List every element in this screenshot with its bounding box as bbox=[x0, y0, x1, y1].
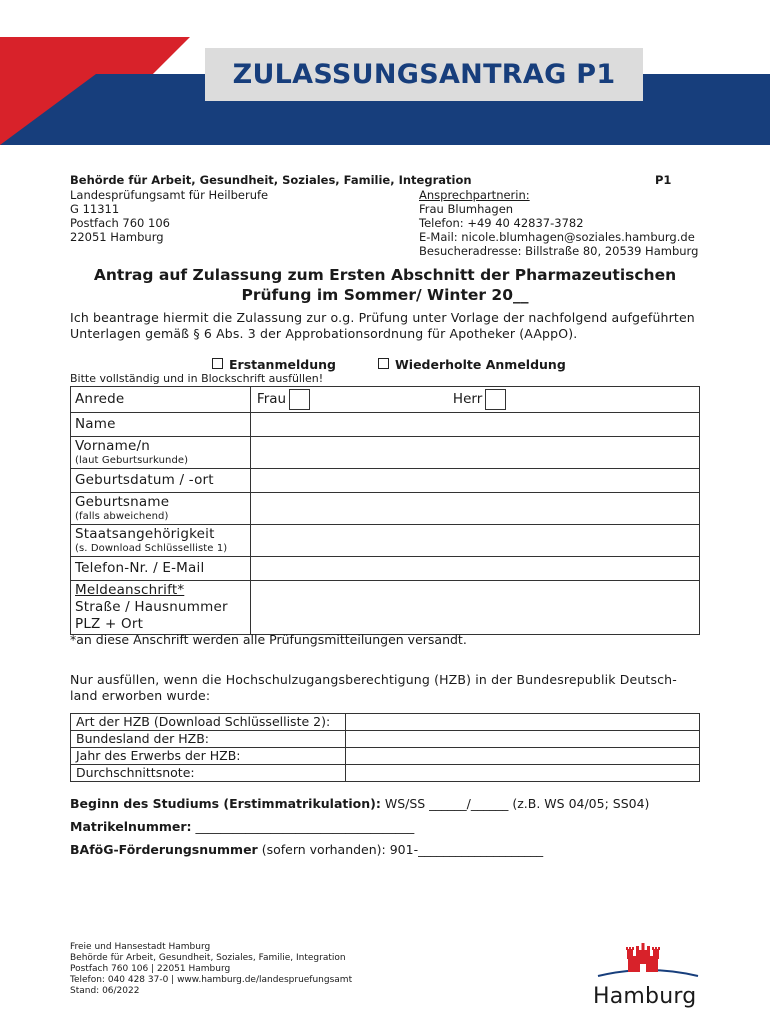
address-line: Landesprüfungsamt für Heilberufe bbox=[70, 188, 269, 202]
hzb-table bbox=[70, 713, 700, 782]
hzb-intro bbox=[70, 672, 677, 704]
label-staat-cell bbox=[71, 525, 251, 557]
contact-block bbox=[419, 188, 698, 258]
hzb-field[interactable] bbox=[345, 714, 699, 731]
checkbox-erstanmeldung[interactable] bbox=[212, 358, 223, 369]
hzb-row bbox=[71, 714, 700, 731]
contact-line: Telefon: +49 40 42837-3782 bbox=[419, 216, 584, 230]
bafoeg-label: BAföG-Förderungsnummer bbox=[70, 842, 258, 857]
option-erstanmeldung[interactable] bbox=[212, 357, 336, 372]
label-frau: Frau bbox=[256, 390, 287, 407]
contact-line: Frau Blumhagen bbox=[419, 202, 514, 216]
hzb-label: Jahr des Erwerbs der HZB: bbox=[71, 748, 346, 765]
row-telefon bbox=[71, 557, 700, 581]
intro-line-1: Ich beantrage hiermit die Zulassung zur o.g. Prüfung unter Vorlage der nachfolgend aufgeführten bbox=[70, 310, 695, 325]
footer-line: Telefon: 040 428 37-0 | www.hamburg.de/landespruefungsamt bbox=[70, 975, 353, 985]
row-vorname bbox=[71, 437, 700, 469]
document-heading bbox=[70, 265, 700, 305]
footer-line: Freie und Hansestadt Hamburg bbox=[70, 942, 211, 952]
studienbeginn-line[interactable] bbox=[70, 796, 649, 812]
row-geburtsname bbox=[71, 493, 700, 525]
option-wiederholte-anmeldung[interactable] bbox=[378, 357, 566, 372]
hzb-intro-line-1: Nur ausfüllen, wenn die Hochschulzugangsberechtigung (HZB) in der Bundesrepublik Deutsch- bbox=[70, 672, 677, 687]
matrikel-label: Matrikelnummer: bbox=[70, 819, 192, 834]
footer-line: Stand: 06/2022 bbox=[70, 986, 140, 996]
hzb-label: Art der HZB (Download Schlüsselliste 2): bbox=[71, 714, 346, 731]
contact-email[interactable]: E-Mail: nicole.blumhagen@soziales.hamburg.de bbox=[419, 230, 695, 244]
row-geburt bbox=[71, 469, 700, 493]
intro-text bbox=[70, 310, 695, 342]
label-plz: PLZ + Ort bbox=[75, 616, 144, 632]
page-title: ZULASSUNGSANTRAG P1 bbox=[232, 59, 616, 90]
label-geburt: Geburtsdatum / -ort bbox=[71, 469, 251, 493]
checkbox-herr[interactable] bbox=[485, 389, 506, 410]
contact-label: Ansprechpartnerin: bbox=[419, 188, 530, 202]
field-geburt[interactable] bbox=[250, 469, 699, 493]
castle-icon bbox=[590, 940, 705, 986]
hzb-field[interactable] bbox=[345, 748, 699, 765]
matrikel-value[interactable]: ___________________________________ bbox=[191, 819, 415, 834]
note-vorname: (laut Geburtsurkunde) bbox=[75, 455, 189, 466]
bafoeg-value[interactable]: (sofern vorhanden): 901-____________________ bbox=[257, 842, 544, 857]
address-line: 22051 Hamburg bbox=[70, 230, 164, 244]
heading-line-1: Antrag auf Zulassung zum Ersten Abschnitt der Pharmazeutischen bbox=[93, 266, 677, 284]
label-vorname-cell bbox=[71, 437, 251, 469]
label-melde-cell bbox=[71, 581, 251, 635]
checkbox-frau[interactable] bbox=[289, 389, 310, 410]
address-line: G 11311 bbox=[70, 202, 120, 216]
studienbeginn-label: Beginn des Studiums (Erstimmatrikulation): bbox=[70, 796, 381, 811]
instruction-text: Bitte vollständig und in Blockschrift ausfüllen! bbox=[70, 372, 324, 385]
label-strasse: Straße / Hausnummer bbox=[75, 599, 228, 615]
intro-line-2: Unterlagen gemäß § 6 Abs. 3 der Approbationsordnung für Apotheker (AAppO). bbox=[70, 326, 578, 341]
hamburg-logo bbox=[590, 940, 705, 1010]
label-anrede: Anrede bbox=[71, 387, 251, 413]
field-vorname[interactable] bbox=[250, 437, 699, 469]
hzb-label: Durchschnittsnote: bbox=[71, 765, 346, 782]
authority-address bbox=[70, 188, 268, 244]
checkbox-wiederholte-anmeldung[interactable] bbox=[378, 358, 389, 369]
label-staat: Staatsangehörigkeit bbox=[75, 526, 215, 542]
hzb-row bbox=[71, 748, 700, 765]
authority-name: Behörde für Arbeit, Gesundheit, Soziales, Familie, Integration bbox=[70, 173, 472, 187]
row-name bbox=[71, 413, 700, 437]
personal-data-table bbox=[70, 386, 700, 635]
footnote: *an diese Anschrift werden alle Prüfungsmitteilungen versandt. bbox=[70, 632, 467, 647]
footer-line: Behörde für Arbeit, Gesundheit, Soziales, Familie, Integration bbox=[70, 953, 346, 963]
hzb-intro-line-2: land erworben wurde: bbox=[70, 688, 211, 703]
field-name[interactable] bbox=[250, 413, 699, 437]
note-staat: (s. Download Schlüsselliste 1) bbox=[75, 543, 228, 554]
label-geburtsname-cell bbox=[71, 493, 251, 525]
field-geburtsname[interactable] bbox=[250, 493, 699, 525]
field-staat[interactable] bbox=[250, 525, 699, 557]
label-meldeanschrift: Meldeanschrift* bbox=[75, 582, 185, 598]
contact-line: Besucheradresse: Billstraße 80, 20539 Hamburg bbox=[419, 244, 699, 258]
label-herr: Herr bbox=[452, 390, 483, 407]
footer-line: Postfach 760 106 | 22051 Hamburg bbox=[70, 964, 231, 974]
label-vorname: Vorname/n bbox=[75, 438, 150, 454]
option-label: Wiederholte Anmeldung bbox=[395, 357, 566, 372]
field-telefon[interactable] bbox=[250, 557, 699, 581]
field-meldeanschrift[interactable] bbox=[250, 581, 699, 635]
hzb-field[interactable] bbox=[345, 731, 699, 748]
hzb-label: Bundesland der HZB: bbox=[71, 731, 346, 748]
label-name: Name bbox=[71, 413, 251, 437]
row-staat bbox=[71, 525, 700, 557]
studienbeginn-value[interactable]: WS/SS ______/______ (z.B. WS 04/05; SS04) bbox=[380, 796, 650, 811]
label-geburtsname: Geburtsname bbox=[75, 494, 170, 510]
logo-text: Hamburg bbox=[593, 984, 697, 1009]
address-line: Postfach 760 106 bbox=[70, 216, 170, 230]
hzb-row bbox=[71, 731, 700, 748]
bafoeg-line[interactable] bbox=[70, 842, 543, 858]
footer-address bbox=[70, 942, 352, 997]
row-meldeanschrift bbox=[71, 581, 700, 635]
matrikel-line[interactable] bbox=[70, 819, 414, 835]
note-geburtsname: (falls abweichend) bbox=[75, 511, 169, 522]
label-telefon: Telefon-Nr. / E-Mail bbox=[71, 557, 251, 581]
hzb-row bbox=[71, 765, 700, 782]
option-label: Erstanmeldung bbox=[229, 357, 336, 372]
row-anrede bbox=[71, 387, 700, 413]
hzb-field[interactable] bbox=[345, 765, 699, 782]
form-code: P1 bbox=[655, 173, 672, 187]
anrede-options bbox=[250, 387, 699, 413]
heading-line-2: Prüfung im Sommer/ Winter 20__ bbox=[241, 286, 529, 304]
